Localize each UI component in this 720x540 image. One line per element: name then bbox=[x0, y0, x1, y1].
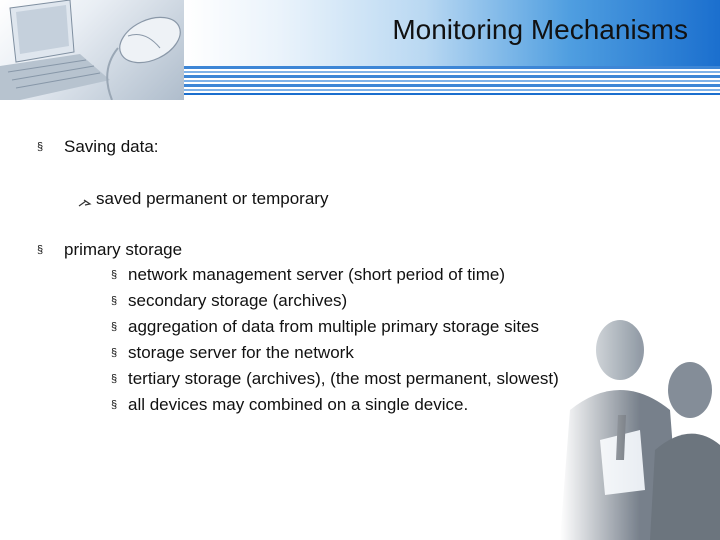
square-bullet-icon: § bbox=[37, 244, 44, 256]
sub-bullet-4: storage server for the network bbox=[128, 343, 354, 362]
header-stripes bbox=[184, 66, 720, 100]
square-bullet-icon: § bbox=[111, 295, 118, 307]
square-bullet-icon: § bbox=[111, 373, 118, 385]
bullet-saving-data: Saving data: bbox=[64, 137, 159, 156]
square-bullet-icon: § bbox=[111, 347, 118, 359]
sub-bullet-5: tertiary storage (archives), (the most permanent, slowest) bbox=[128, 369, 559, 388]
keyboard-mouse-icon bbox=[0, 0, 186, 100]
sub-bullet-1: network management server (short period of time) bbox=[128, 265, 505, 284]
sub-bullet-3: aggregation of data from multiple primary storage sites bbox=[128, 317, 540, 336]
square-bullet-icon: § bbox=[37, 141, 44, 153]
square-bullet-icon: § bbox=[111, 269, 118, 281]
bullet-primary-storage: primary storage bbox=[64, 240, 183, 259]
sub-bullet-saved: saved permanent or temporary bbox=[96, 189, 329, 208]
square-bullet-icon: § bbox=[111, 321, 118, 333]
square-bullet-icon: § bbox=[111, 399, 118, 411]
slide-title: Monitoring Mechanisms bbox=[392, 14, 688, 45]
businessmen-photo bbox=[560, 320, 720, 540]
header-photo bbox=[0, 0, 186, 100]
sub-bullet-6: all devices may combined on a single device. bbox=[128, 395, 469, 414]
arrow-bullet-icon bbox=[78, 198, 92, 208]
sub-bullet-2: secondary storage (archives) bbox=[128, 291, 348, 310]
